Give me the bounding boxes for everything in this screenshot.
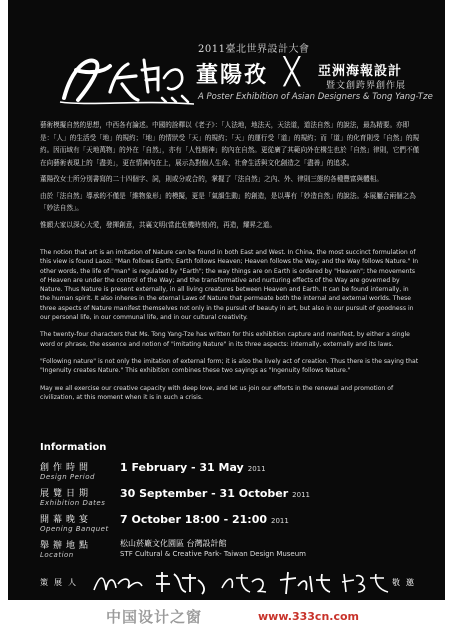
english-title: A Poster Exhibition of Asian Designers & Tong Yang-Tze xyxy=(198,92,433,102)
info-label-en: Location xyxy=(40,551,74,559)
signature-3 xyxy=(218,570,270,596)
watermark-url: www.333cn.com xyxy=(258,610,359,623)
cross-icon: ╳ xyxy=(284,57,300,87)
english-paragraph-3: "Following nature" is not only the imitation of external form; it is also the lively act of creation. Thus there is the saying that "Ingenuity creates Nature." This exhibition combines these two sayings as "Ingenuity follows Nature." xyxy=(40,357,419,375)
invitation-label: 敬邀 xyxy=(392,578,420,587)
info-value xyxy=(120,513,289,526)
info-row-exhibition-dates xyxy=(40,486,420,514)
english-paragraph-1: The notion that art is an imitation of Nature can be found in both East and West. In China, the most succinct formulation of this view is found Laozi: "Man follows Earth; Earth follows Heaven; Heaven follows the Way; and the Way follows Nature." In other words, the life of "man" is regulated by "Earth"; the way things are on Earth is ordered by "Heaven"; the movements of Heaven are under the control of the Way; and the transformative and nurturing effects of the Way are governed by Nature. Thus Nature is present externally, in all living creatures between Heaven and Earth. It can be found internally, in the human spirit. It also inheres in the eternal Laws of Nature that permeate both the internal and external worlds. These three aspects of Nature manifest themselves not only in the pursuit of beauty in art, but also in our pursuit of goodness in our personal life, in our communal life, and in our cultural creativity. xyxy=(40,249,419,322)
info-value-text: 1 February - 31 May xyxy=(120,461,244,474)
information-heading: Information xyxy=(40,442,107,453)
english-statement xyxy=(40,248,420,410)
signature-1 xyxy=(92,570,144,596)
event-line: 2011臺北世界設計大會 xyxy=(198,44,310,55)
info-value xyxy=(120,461,266,474)
info-year: 2011 xyxy=(271,517,289,525)
curator-signatures xyxy=(40,570,420,596)
signature-4 xyxy=(278,570,332,596)
info-row-opening-banquet xyxy=(40,512,420,540)
exhibition-subtitle: 暨文創跨界創作展 xyxy=(326,81,407,91)
info-label-en: Design Period xyxy=(40,473,95,481)
calligraphy-title-logo xyxy=(58,48,198,108)
chinese-paragraph-4: 惟願大家以深心大愛，發揮創意，共襄文明(當此危機時刻)的，再造，耀昇之道。 xyxy=(40,220,276,229)
signature-5 xyxy=(340,570,390,596)
info-label-en: Exhibition Dates xyxy=(40,499,106,507)
info-label-cn: 創作時間 xyxy=(40,463,93,473)
designer-name: 董陽孜 xyxy=(196,62,269,88)
poster xyxy=(8,0,445,600)
watermark-site-name: 中国设计之窗 xyxy=(106,608,203,626)
chinese-statement xyxy=(40,119,420,235)
chinese-paragraph-1: 藝術模擬自然的思想，中西各有論述。中國的詮釋以《老子》：「人法地，地法天，天法道，道法自然」的說法，最為精要。亦即是：「人」的生活受「地」的規約；「地」的情狀受「天」的規約；「天」的運行受「道」的規約；而「道」的化育則受「自然」的規約。因而域有「天地萬物」的外在「自然」，亦有「人性精神」的內在自然。更從廣了其範向外在構生也於「自然」律則，它們不僅在向藝術表現上的「盡美」，更在情神內在上，展示為對個人生命、社會生活與文化創造之「盡善」的追求。 xyxy=(40,121,420,167)
english-paragraph-2: The twenty-four characters that Ms. Tong Yang-Tze has written for this exhibition capture and manifest, by either a single word or phrase, the essence and notion of "imitating Nature" in its three aspects: internally, externally and its laws. xyxy=(40,331,410,348)
info-year: 2011 xyxy=(292,491,310,499)
curator-label: 策展人 xyxy=(40,578,82,587)
chinese-paragraph-2: 董陽孜女士所分別書寫的二十四個字、詞，則或分或合的，掌握了「法自然」之內、外、律則三態的各種豐富與體相。 xyxy=(40,175,383,183)
exhibition-title: 亞洲海報設計 xyxy=(318,64,403,79)
english-paragraph-4: May we all exercise our creative capacity with deep love, and let us join our efforts in the renewal and promotion of civilization, at this moment when it is in such a crisis. xyxy=(40,384,394,401)
info-label-cn: 舉辦地點 xyxy=(40,541,93,551)
info-row-design-period xyxy=(40,460,420,488)
info-value xyxy=(120,487,310,500)
info-year: 2011 xyxy=(247,465,266,473)
info-value-text: 30 September - 31 October xyxy=(120,487,289,500)
chinese-paragraph-3: 由於「法自然」導承的不僅是「維物象形」的模擬，更是「氣韻生動」的創造，是以專有「妙造自然」的說法。本展屬合兩個之為「妙法自然」。 xyxy=(40,191,416,212)
signature-2 xyxy=(152,570,210,596)
info-value-text: 7 October 18:00 - 21:00 xyxy=(120,513,268,526)
venue-name-cn: 松山菸廠文化園區 台灣設計館 xyxy=(120,539,227,548)
info-row-location xyxy=(40,538,420,566)
info-label-cn: 開幕晚宴 xyxy=(40,515,93,525)
info-label-en: Opening Banquet xyxy=(40,525,109,533)
info-label-cn: 展覽日期 xyxy=(40,489,93,499)
venue-name-en: STF Cultural & Creative Park- Taiwan Design Museum xyxy=(120,550,306,558)
